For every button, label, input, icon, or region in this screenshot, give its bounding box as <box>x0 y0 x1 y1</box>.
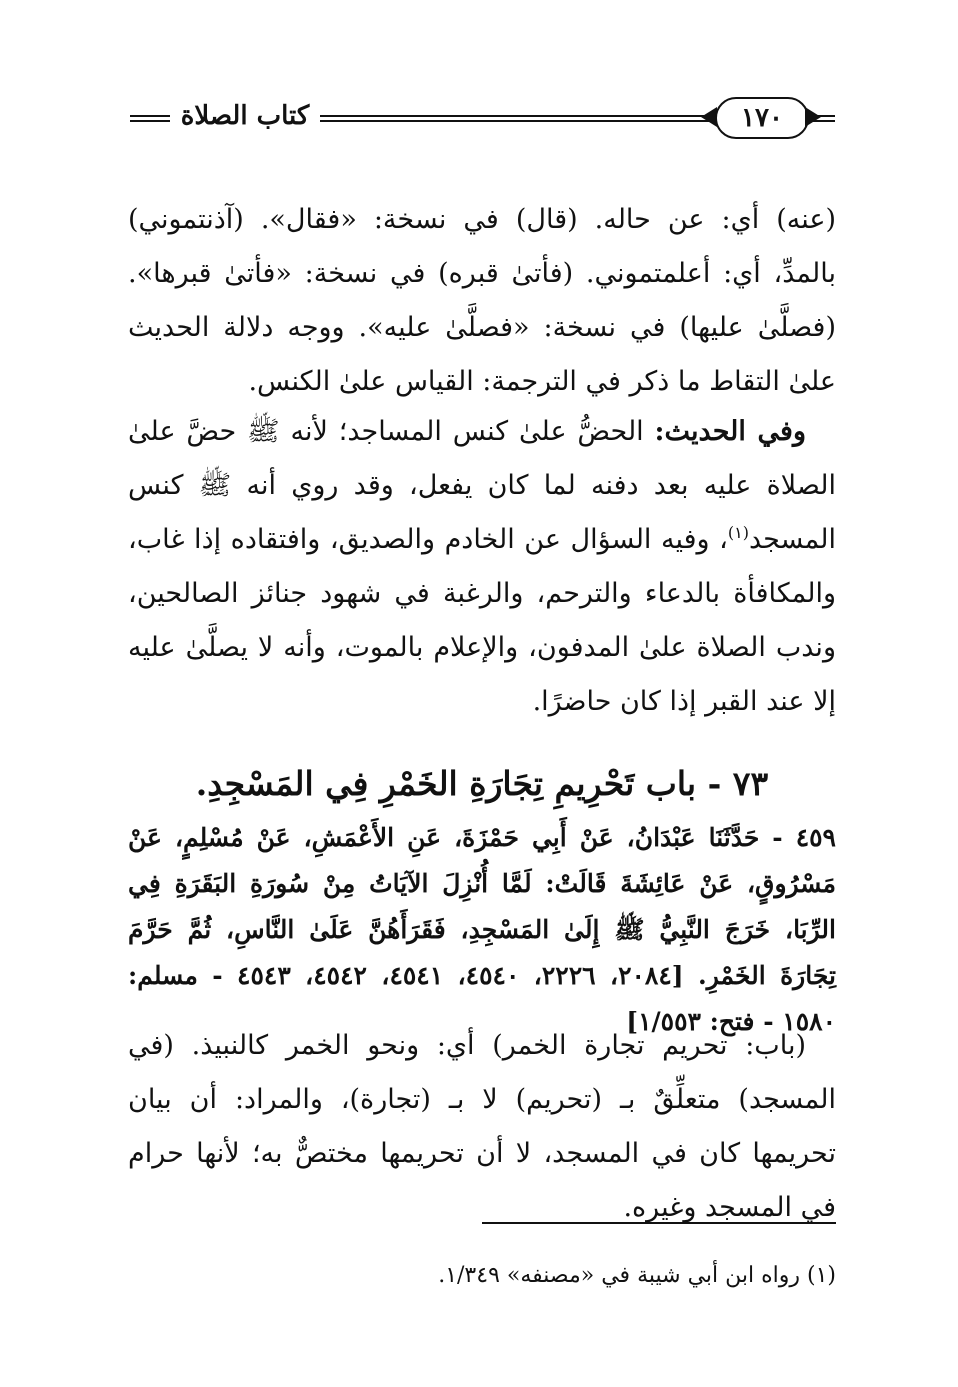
book-title: كتاب الصلاة <box>180 101 310 131</box>
paragraph-commentary-2 <box>128 405 836 729</box>
paragraph-text-part-1: الحضُّ علىٰ كنس المساجد؛ لأنه ﷺ حضَّ علىٰ الصلاة عليه بعد دفنه لما كان يفعل، وقد روي أنه ﷺ كنس المسجد <box>128 416 836 555</box>
hadith-text: ٤٥٩ - حَدَّثَنَا عَبْدَانُ، عَنْ أَبِي حَمْزَةَ، عَنِ الأَعْمَشِ، عَنْ مُسْلِمٍ، عَنْ مَسْرُوقٍ، عَنْ عَائِشَةَ قَالَتْ: لَمَّا أُنْزِلَ الآيَاتُ مِنْ سُورَةِ البَقَرَةِ فِي الرِّبَا، خَرَجَ النَّبِيُّ ﷺ إِلَىٰ المَسْجِدِ، فَقَرَأَهُنَّ عَلَىٰ النَّاسِ، ثُمَّ حَرَّمَ تِجَارَةَ الخَمْرِ. [٢٠٨٤، ٢٢٢٦، ٤٥٤٠، ٤٥٤١، ٤٥٤٢، ٤٥٤٣ - مسلم: ١٥٨٠ - فتح: ١/٥٥٣] <box>128 823 836 1036</box>
footnote-divider <box>482 1222 836 1224</box>
footnote-reference[interactable]: (١) <box>727 523 749 542</box>
paragraph-lead: وفي الحديث: <box>654 416 806 447</box>
paragraph-commentary-1: (عنه) أي: عن حاله. (قال) في نسخة: «فقال». (آذنتموني) بالمدِّ، أي: أعلمتموني. (فأتىٰ قبره) في نسخة: «فأتىٰ قبرها». (فصلَّىٰ عليها) في نسخة: «فصلَّىٰ عليه». ووجه دلالة الحديث علىٰ التقاط ما ذكر في الترجمة: القياس علىٰ الكنس. <box>128 204 836 397</box>
section-heading: ٧٣ - باب تَحْرِيمِ تِجَارَةِ الخَمْرِ فِي المَسْجِدِ. <box>195 764 769 804</box>
paragraph-commentary-3: (باب: تحريم تجارة الخمر) أي: ونحو الخمر كالنبيذ. (في المسجد) متعلِّقٌ بـ (تحريم) لا بـ (تجارة)، والمراد: أن بيان تحريمها كان في المسجد، لا أن تحريمها مختصٌّ به؛ لأنها حرام في المسجد وغيره. <box>128 1030 836 1223</box>
page-number-ornament-right <box>805 107 821 127</box>
page-header <box>130 95 835 145</box>
page-number: ١٧٠ <box>715 97 809 139</box>
header-rule-left <box>130 115 170 122</box>
paragraph-text-part-2: ، وفيه السؤال عن الخادم والصديق، وافتقاده إذا غاب، والمكافأة بالدعاء والترحم، والرغبة في شهود جنائز الصالحين، وندب الصلاة علىٰ المدفون، والإعلام بالموت، وأنه لا يصلَّىٰ عليه إلا عند القبر إذا كان حاضرًا. <box>128 524 836 717</box>
footnote: (١) رواه ابن أبي شيبة في «مصنفه» ١/٣٤٩. <box>438 1263 836 1288</box>
